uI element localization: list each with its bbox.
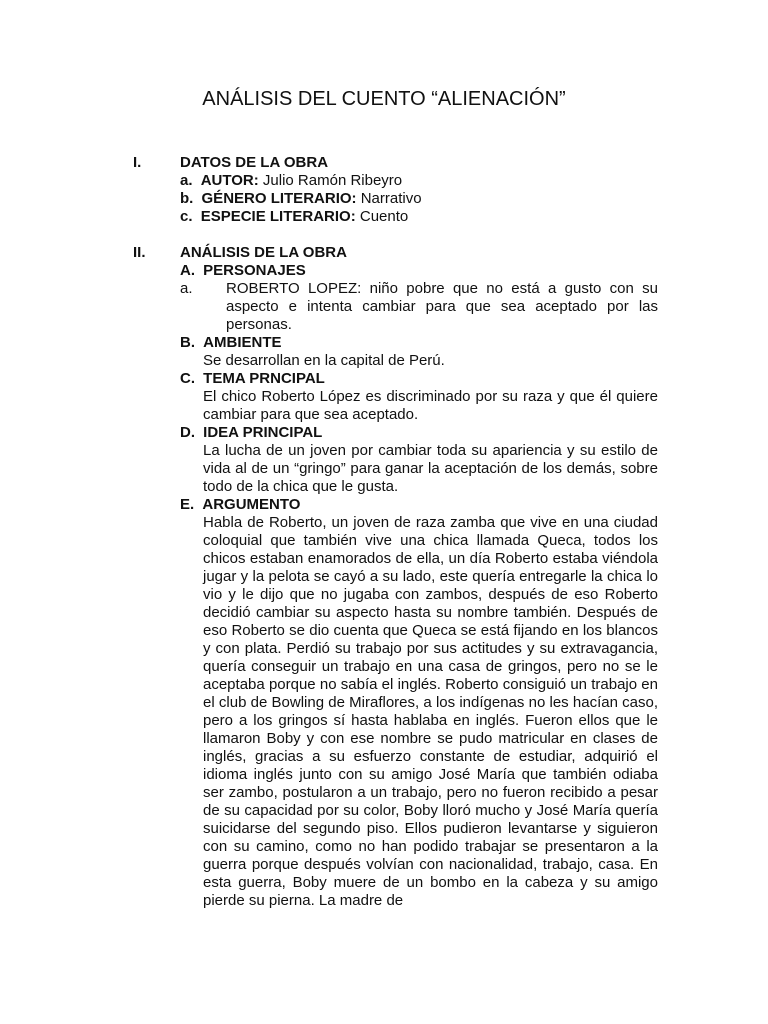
ambiente-text: Se desarrollan en la capital de Perú. [203, 352, 445, 369]
item-marker: b. [180, 190, 194, 207]
section-1-title: DATOS DE LA OBRA [180, 154, 329, 171]
item-label: AUTOR: [200, 172, 259, 189]
idea-text: La lucha de un joven por cambiar toda su apariencia y su estilo de vida al de un “gringo” para ganar la aceptación de los demás, sobre todo de la chica que le gusta. [203, 442, 658, 495]
heading-argumento [180, 496, 300, 514]
heading-text: AMBIENTE [203, 334, 282, 351]
personaje-roberto [180, 280, 658, 334]
heading-text: TEMA PRNCIPAL [203, 370, 325, 387]
argumento-text: Habla de Roberto, un joven de raza zamba que vive en una ciudad coloquial que también vive una chica llamada Queca, todos los chicos estaban enamorados de ella, un día Roberto estaba viéndola jugar y la pelota se cayó a su lado, este quería entregarle la chica lo vio y le dijo que no jugaba con zambos, después de eso Roberto decidió cambiar su aspecto hasta su nombre también. Después de eso Roberto se dio cuenta que Queca se está fijando en los blancos y con plata. Perdió su trabajo por sus actitudes y su extravagancia, quería conseguir un trabajo en una casa de gringos, pero no se le aceptaba porque no sabía el inglés. Roberto consiguió un trabajo en el club de Bowling de Miraflores, a los indígenas no les hacían caso, pero a los gringos sí hasta hablaba en inglés. Fueron ellos que le llamaron Boby y con ese nombre se pudo matricular en clases de inglés, gracias a su esfuerzo constante de estudiar, adquirió el idioma inglés junto con su amigo José María que también odiaba ser zambo, postularon a un trabajo, pero no fueron recibido a pesar de su capacidad por su color, Boby lloró mucho y José María quería suicidarse del segundo piso. Ellos pudieron levantarse y siguieron con su camino, como no han podido trabajar se presentaron a la guerra porque después volvían con nacionalidad, trabajo, casa. En esta guerra, Boby muere de un bombo en la cabeza y su amigo pierde su pierna. La madre de [203, 514, 658, 909]
tema-text: El chico Roberto López es discriminado por su raza y que él quiere cambiar para que sea aceptado. [203, 388, 658, 423]
heading-marker: A. [180, 262, 195, 279]
item-marker: a. [180, 172, 193, 189]
section-2-number: II. [133, 244, 146, 261]
heading-marker: C. [180, 370, 195, 387]
item-especie [180, 208, 408, 226]
sub-marker: a. [180, 280, 193, 297]
section-2-title: ANÁLISIS DE LA OBRA [180, 244, 347, 261]
heading-text: IDEA PRINCIPAL [203, 424, 323, 441]
personaje-text: ROBERTO LOPEZ: niño pobre que no está a gusto con su aspecto e intenta cambiar para que sea aceptado por las personas. [226, 280, 658, 333]
heading-text: PERSONAJES [203, 262, 306, 279]
heading-tema [180, 370, 325, 388]
item-autor [180, 172, 402, 190]
heading-marker: E. [180, 496, 195, 513]
item-genero [180, 190, 422, 208]
item-value: Julio Ramón Ribeyro [258, 172, 403, 189]
item-value: Narrativo [356, 190, 422, 207]
heading-marker: D. [180, 424, 195, 441]
document-title: ANÁLISIS DEL CUENTO “ALIENACIÓN” [202, 88, 566, 110]
heading-marker: B. [180, 334, 195, 351]
item-label: GÉNERO LITERARIO: [201, 190, 357, 207]
heading-text: ARGUMENTO [202, 496, 301, 513]
item-label: ESPECIE LITERARIO: [200, 208, 356, 225]
heading-personajes [180, 262, 306, 280]
heading-idea [180, 424, 322, 442]
item-marker: c. [180, 208, 193, 225]
item-value: Cuento [355, 208, 409, 225]
section-1-number: I. [133, 154, 142, 171]
heading-ambiente [180, 334, 282, 352]
